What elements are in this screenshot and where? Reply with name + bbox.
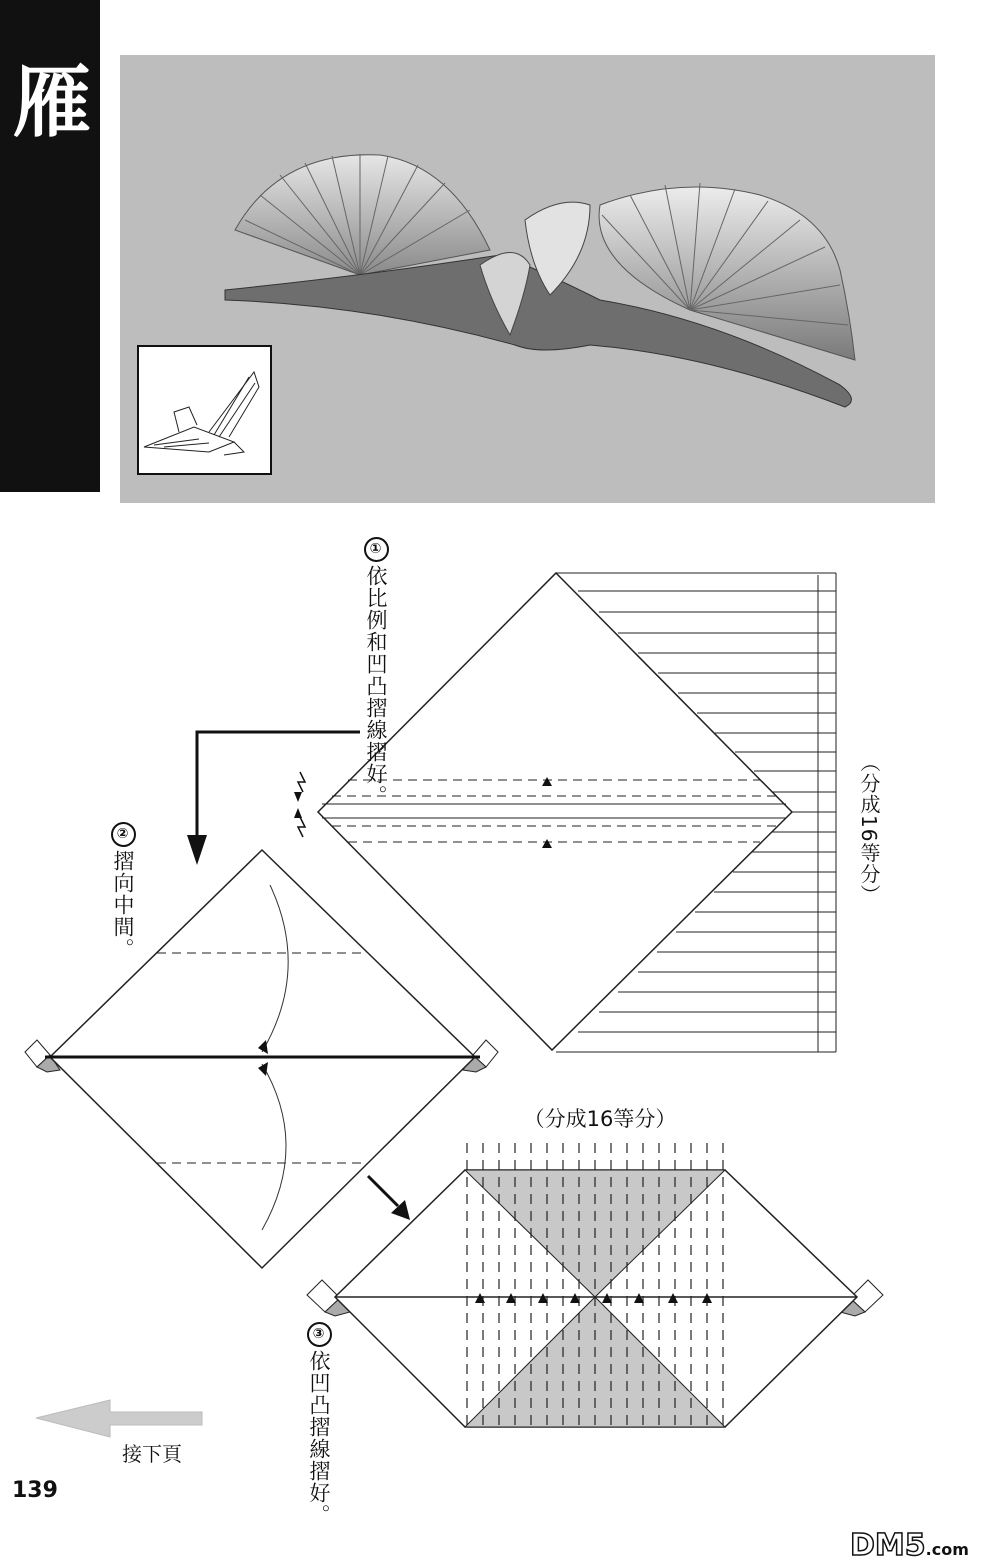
next-page-arrow-icon	[36, 1400, 202, 1437]
watermark-text: DM5	[850, 1528, 926, 1563]
step2-number: ②	[111, 822, 136, 847]
step2-text: 摺向中間。	[111, 850, 135, 960]
divide-note-right: （分成16等分）	[857, 752, 881, 906]
step1-text: 依比例和凹凸摺線摺好。	[364, 565, 388, 807]
divide-note-bottom: （分成16等分）	[523, 1107, 677, 1131]
next-page-label: 接下頁	[122, 1442, 182, 1466]
step3-instruction	[306, 1322, 332, 1526]
step1-number: ①	[364, 537, 389, 562]
step2-instruction	[110, 822, 136, 962]
step1-instruction	[363, 537, 389, 807]
step3-text: 依凹凸摺線摺好。	[307, 1350, 331, 1526]
watermark	[850, 1528, 969, 1563]
watermark-suffix: .com	[925, 1540, 969, 1559]
page-title: 雁	[12, 58, 91, 148]
page-number: 139	[12, 1478, 58, 1503]
step3-number: ③	[307, 1322, 332, 1347]
step3-diagram	[307, 1143, 883, 1427]
step2-to-step3-arrow	[368, 1176, 410, 1220]
